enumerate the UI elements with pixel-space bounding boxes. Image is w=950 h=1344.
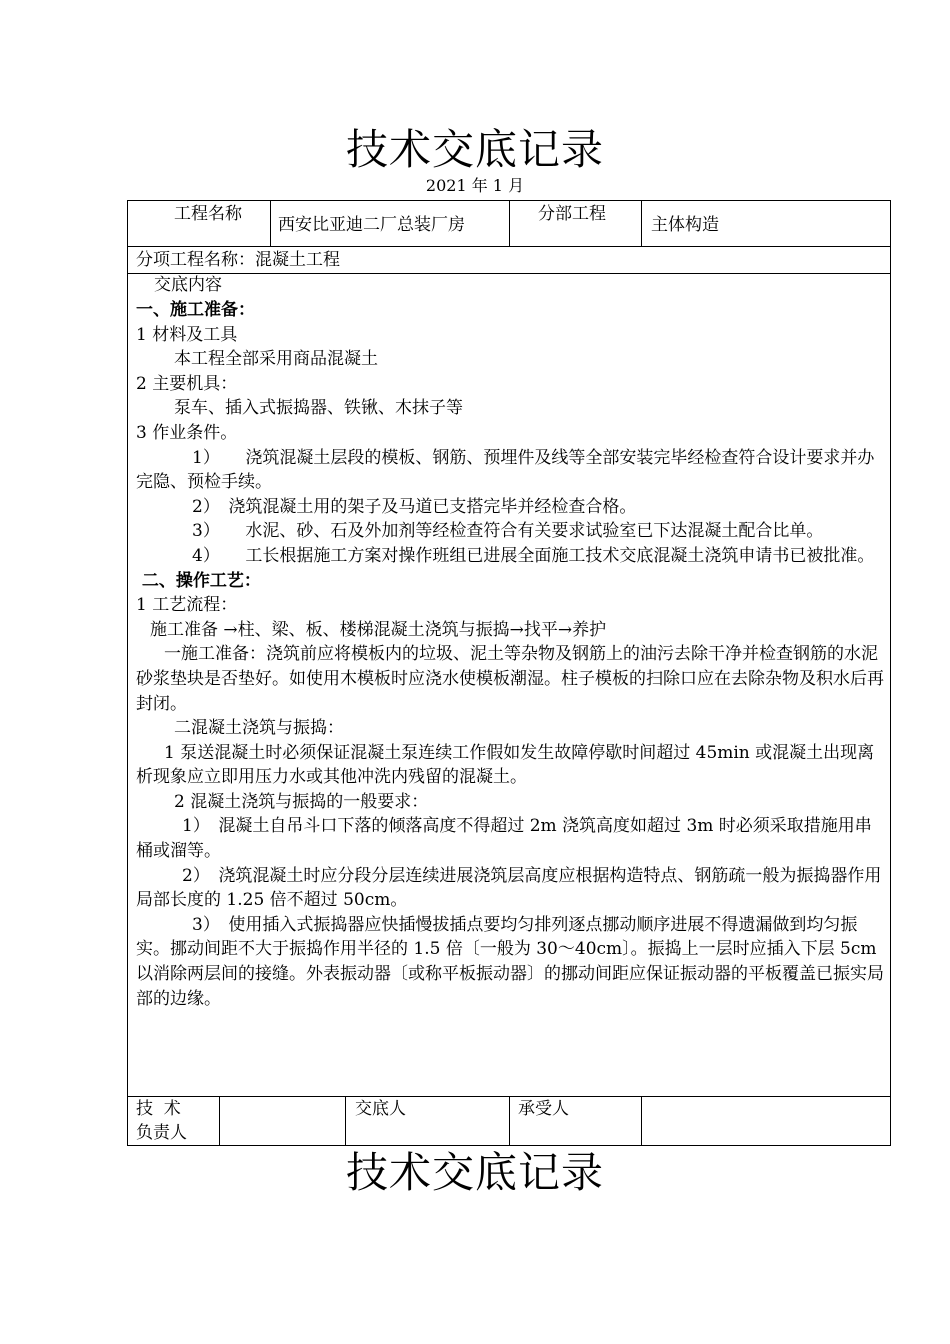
content-paragraph: 2） 浇筑混凝土时应分段分层连续进展浇筑层高度应根据构造特点、钢筋疏一般为振捣器作用局部长度的 1.25 倍不超过 50cm。 <box>136 865 882 911</box>
column-divider <box>345 1096 346 1146</box>
record-date: 2021 年 1 月 <box>425 176 525 195</box>
content-paragraph: 施工准备 →柱、梁、板、楼梯混凝土浇筑与振捣→找平→养护 <box>150 619 607 640</box>
content-paragraph: 本工程全部采用商品混凝土 <box>174 349 378 370</box>
project-name-label: 工程名称 <box>174 204 242 224</box>
content-paragraph: 1 材料及工具 <box>136 324 238 345</box>
division-label: 分部工程 <box>538 204 606 224</box>
tech-lead-label: 技 术 <box>136 1099 181 1119</box>
content-paragraph: 一施工准备：浇筑前应将模板内的垃圾、泥土等杂物及钢筋上的油污去除干净并检查钢筋的水泥砂浆垫块是否垫好。如使用木模板时应浇水使模板潮湿。柱子模板的扫除口应在去除杂物及积水后再封闭。 <box>136 644 884 714</box>
content-body <box>136 298 884 1011</box>
content-paragraph: 3 作业条件。 <box>136 422 238 443</box>
project-name-value: 西安比亚迪二厂总装厂房 <box>278 215 465 235</box>
content-paragraph: 3） 水泥、砂、石及外加剂等经检查符合有关要求试验室已下达混凝土配合比单。 <box>192 521 824 542</box>
content-paragraph: 一、施工准备： <box>136 300 255 320</box>
content-paragraph: 二混凝土浇筑与振捣： <box>174 718 344 739</box>
column-divider <box>509 200 510 247</box>
content-paragraph: 3） 使用插入式振捣器应快插慢拔插点要均匀排列逐点挪动顺序进展不得遗漏做到均匀振实。挪动间距不大于振捣作用半径的 1.5 倍〔一般为 30～40cm〕。振捣上一层时应插入下层 5cm 以消除两层间的接缝。外表振动器〔或称平板振动器〕的挪动间距应保证振动器的平板覆盖已振实局部的边缘。 <box>136 914 884 1009</box>
handover-label: 交底人 <box>355 1099 406 1119</box>
content-paragraph: 4） 工长根据施工方案对操作班组已进展全面施工技术交底混凝土浇筑申请书已被批准。 <box>192 545 875 566</box>
column-divider <box>641 1096 642 1146</box>
content-paragraph: 1） 混凝土自吊斗口下落的倾落高度不得超过 2m 浇筑高度如超过 3m 时必须采取措施用串桶或溜等。 <box>136 816 872 862</box>
content-paragraph: 二、操作工艺： <box>136 570 261 591</box>
page-title: 技术交底记录 <box>345 125 604 174</box>
content-paragraph: 泵车、插入式振捣器、铁锹、木抹子等 <box>174 398 463 419</box>
column-divider <box>219 1096 220 1146</box>
column-divider <box>270 200 271 247</box>
tech-lead-label-line2: 负责人 <box>136 1123 187 1143</box>
subitem-label: 分项工程名称：混凝土工程 <box>136 250 340 270</box>
division-value: 主体构造 <box>651 215 719 235</box>
content-paragraph: 2 主要机具： <box>136 373 238 394</box>
content-label: 交底内容 <box>154 275 222 295</box>
content-paragraph: 2） 浇筑混凝土用的架子及马道已支搭完毕并经检查合格。 <box>192 496 637 517</box>
row-divider <box>127 273 891 274</box>
column-divider <box>509 1096 510 1146</box>
page-title-repeat: 技术交底记录 <box>345 1148 604 1197</box>
receiver-label: 承受人 <box>518 1099 569 1119</box>
content-paragraph: 1） 浇筑混凝土层段的模板、钢筋、预埋件及线等全部安装完毕经检查符合设计要求并办完隐、预检手续。 <box>136 447 875 493</box>
content-paragraph: 2 混凝土浇筑与振捣的一般要求： <box>174 791 429 812</box>
column-divider <box>641 200 642 247</box>
content-paragraph: 1 工艺流程： <box>136 595 238 616</box>
content-paragraph: 1 泵送混凝土时必须保证混凝土泵连续工作假如发生故障停歇时间超过 45min 或混凝土出现离析现象应立即用压力水或其他冲洗内残留的混凝土。 <box>136 742 875 788</box>
